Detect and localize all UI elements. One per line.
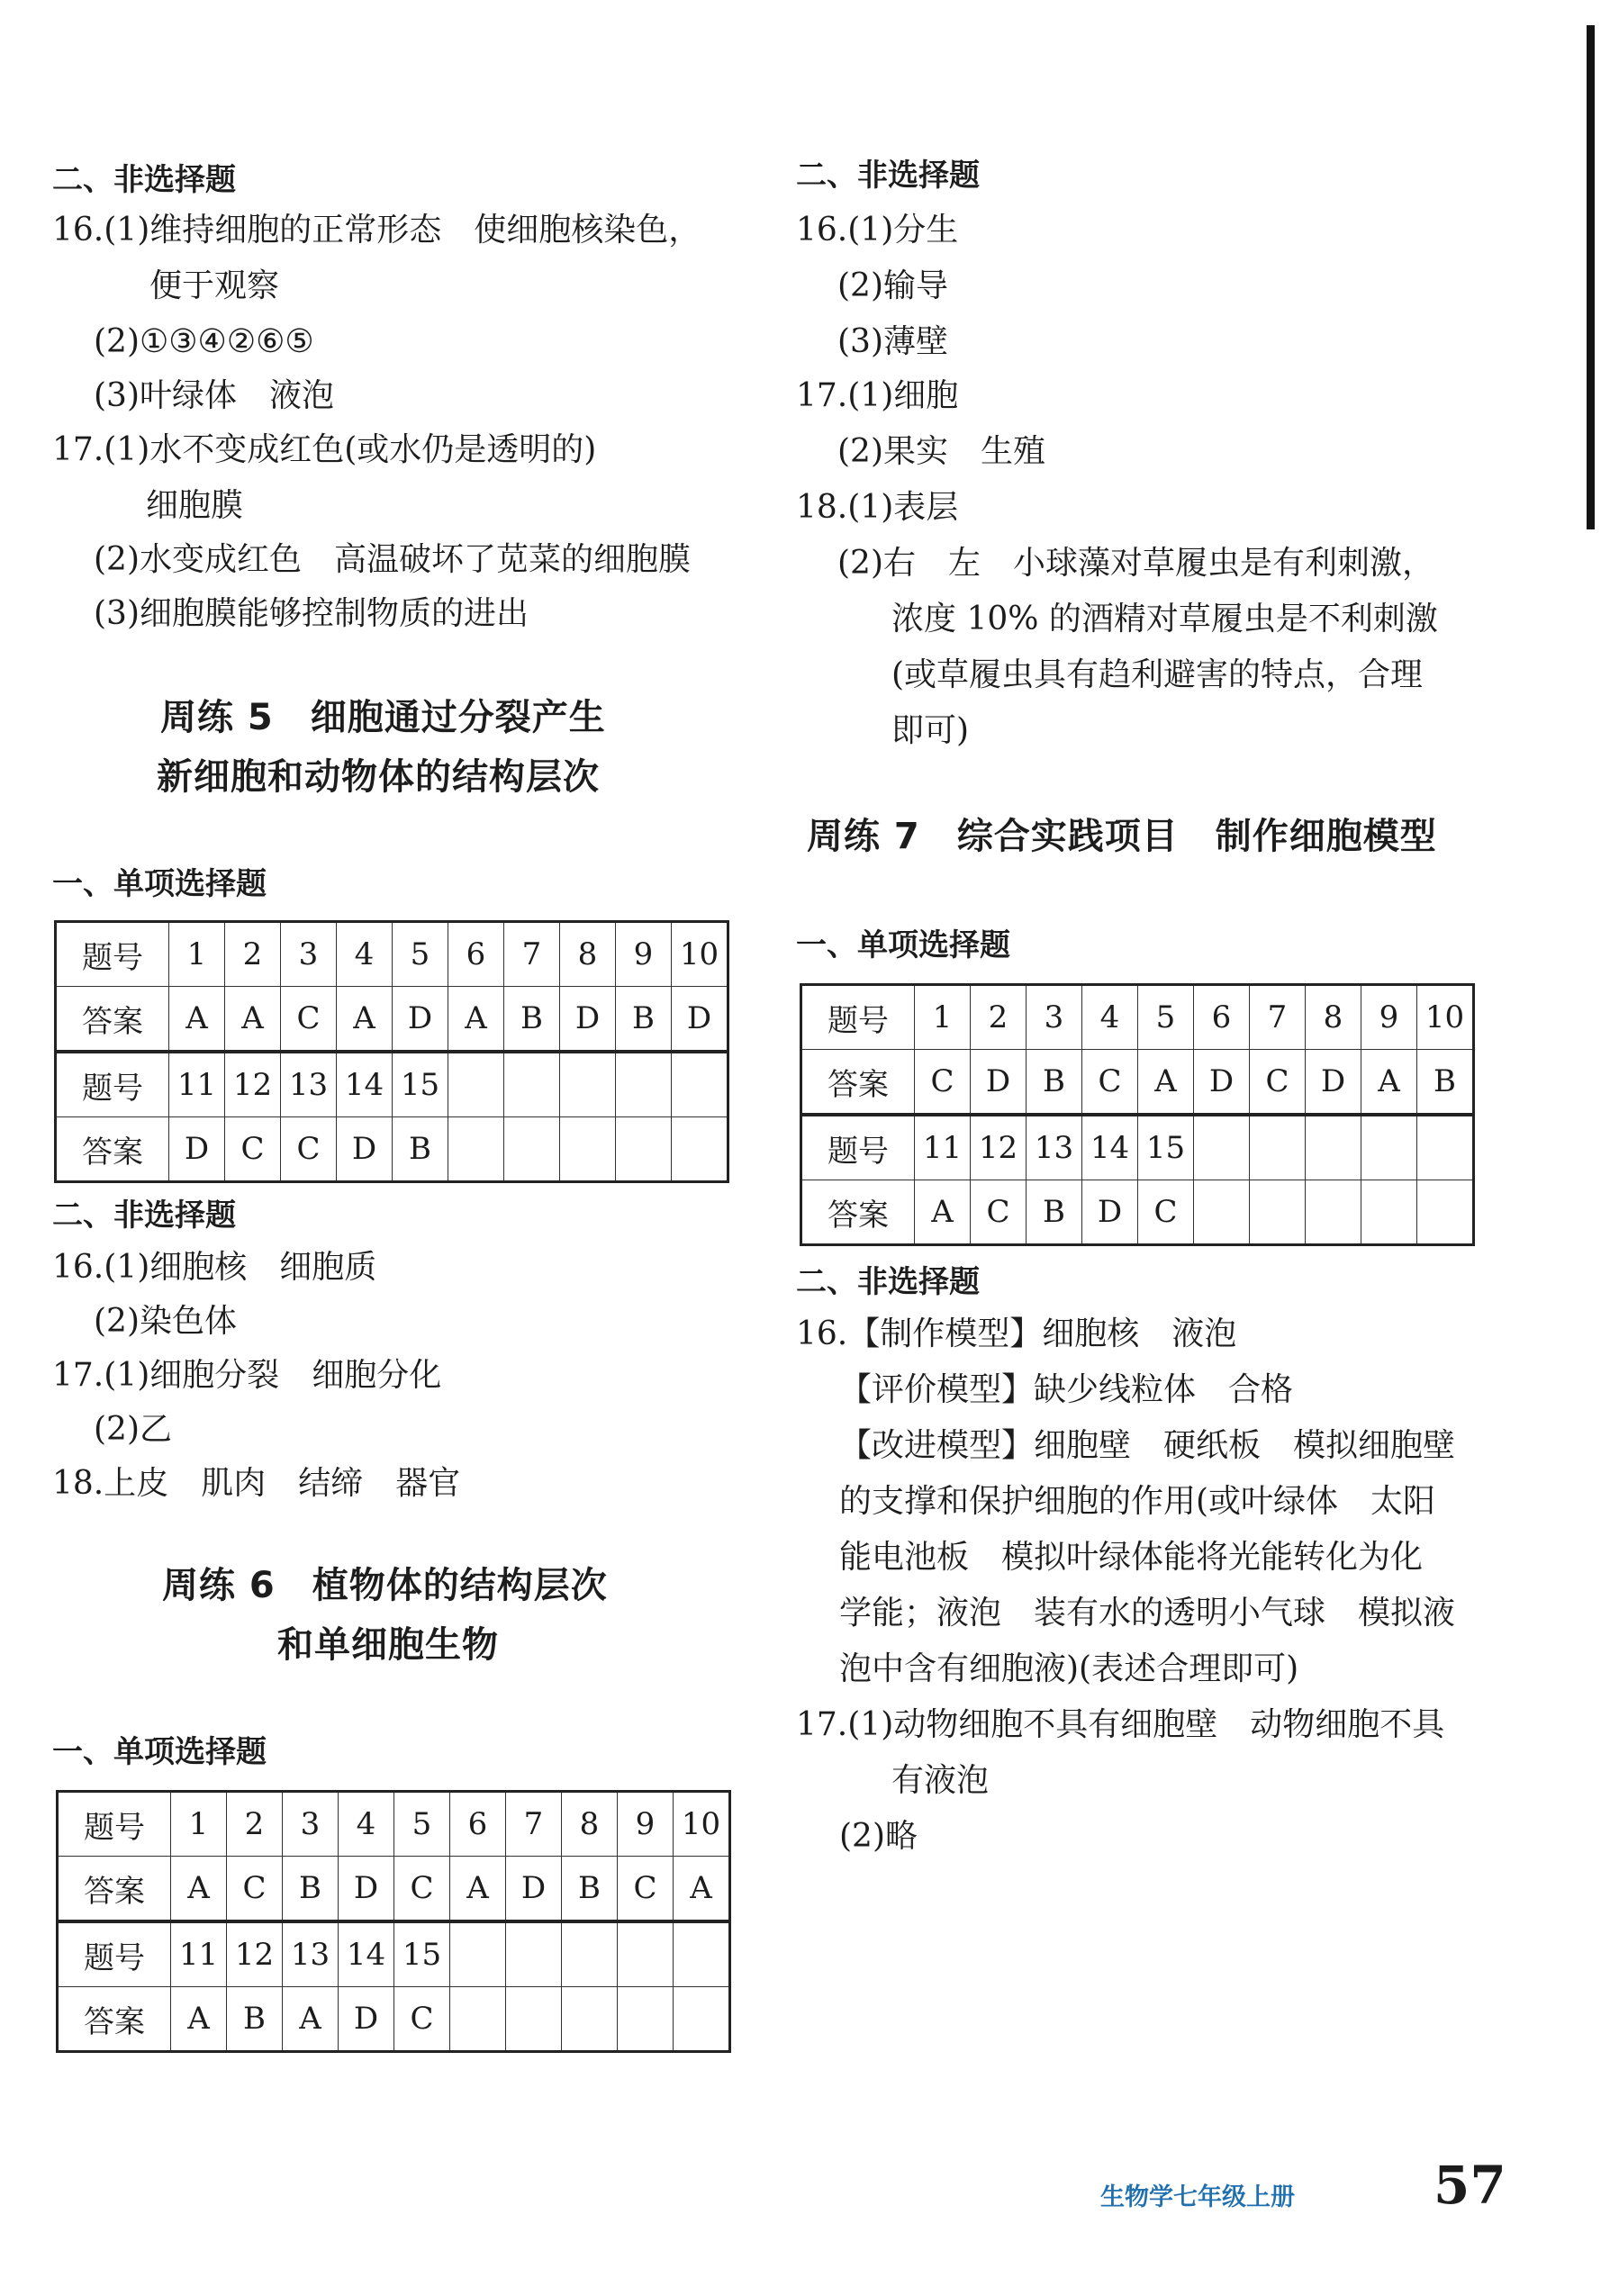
table-cell [504, 1052, 560, 1117]
table-cell [448, 1117, 504, 1182]
table-cell: 答案 [58, 1987, 171, 2052]
table-cell: 5 [394, 1792, 450, 1857]
table-cell: 6 [1194, 985, 1250, 1050]
table-cell: 题号 [58, 1921, 171, 1987]
table-cell: 10 [1417, 985, 1474, 1050]
section-heading: 二、非选择题 [52, 162, 236, 198]
table-cell: C [281, 987, 337, 1053]
table-cell: 4 [339, 1792, 394, 1857]
table-cell: 题号 [56, 922, 169, 987]
week6-title: 和单细胞生物 [277, 1624, 499, 1666]
table-cell [1361, 1115, 1417, 1180]
table-cell: 9 [618, 1792, 674, 1857]
table-cell: D [169, 1117, 225, 1182]
table-cell: B [1027, 1050, 1082, 1116]
table-cell: 3 [281, 922, 337, 987]
table-cell: D [1194, 1050, 1250, 1116]
table-cell: 15 [393, 1052, 448, 1117]
answer-line: (或草履虫具有趋利避害的特点，合理 [891, 656, 1424, 693]
table-cell: 10 [674, 1792, 730, 1857]
table-cell [562, 1987, 618, 2052]
week7-answer-table [800, 983, 1475, 1246]
table-cell: C [971, 1180, 1027, 1245]
table-cell: 3 [1027, 985, 1082, 1050]
section-heading: 二、非选择题 [52, 1198, 236, 1234]
answer-line: (3)叶绿体 液泡 [94, 377, 334, 414]
table-cell: B [504, 987, 560, 1053]
table-cell: A [448, 987, 504, 1053]
answer-line: 即可) [891, 712, 970, 749]
table-cell: 1 [169, 922, 225, 987]
table-cell [506, 1987, 562, 2052]
table-cell: 2 [225, 922, 281, 987]
table-cell: 答案 [801, 1180, 915, 1245]
table-cell [504, 1117, 560, 1182]
table-cell [562, 1921, 618, 1987]
table-cell [1417, 1115, 1474, 1180]
table-cell: A [171, 1857, 227, 1922]
table-cell: 4 [1082, 985, 1138, 1050]
table-cell: 5 [393, 922, 448, 987]
table-cell [506, 1921, 562, 1987]
table-cell: 8 [560, 922, 616, 987]
table-cell [1194, 1180, 1250, 1245]
answer-line: (2)①③④②⑥⑤ [94, 323, 314, 360]
week5-answer-table [54, 920, 729, 1183]
table-cell: 3 [283, 1792, 339, 1857]
table-cell: 8 [562, 1792, 618, 1857]
week6-title: 周练 6 植物体的结构层次 [162, 1565, 608, 1606]
answer-line: 17.(1)细胞分裂 细胞分化 [52, 1357, 442, 1394]
table-cell [616, 1052, 672, 1117]
table-cell: 8 [1306, 985, 1361, 1050]
answer-line: 【评价模型】缺少线粒体 合格 [839, 1371, 1294, 1408]
answer-line: 细胞膜 [146, 487, 244, 524]
table-cell: A [450, 1857, 506, 1922]
table-cell: 12 [227, 1921, 283, 1987]
table-cell: D [1082, 1180, 1138, 1245]
table-cell [674, 1987, 730, 2052]
answer-line: 17.(1)水不变成红色(或水仍是透明的) [52, 431, 597, 468]
table-cell [1250, 1180, 1306, 1245]
table-cell: A [225, 987, 281, 1053]
table-cell [1361, 1180, 1417, 1245]
table-cell: D [339, 1857, 394, 1922]
table-cell: 1 [171, 1792, 227, 1857]
table-cell: 15 [1138, 1115, 1194, 1180]
table-cell: 12 [971, 1115, 1027, 1180]
table-cell [448, 1052, 504, 1117]
week5-title: 新细胞和动物体的结构层次 [157, 756, 600, 798]
table-cell: A [1361, 1050, 1417, 1116]
answer-line: 17.(1)细胞 [796, 377, 959, 414]
table-cell: B [1417, 1050, 1474, 1116]
table-cell: B [1027, 1180, 1082, 1245]
table-cell: B [562, 1857, 618, 1922]
answer-line: 18.上皮 肌肉 结缔 器官 [52, 1465, 461, 1502]
table-cell: A [171, 1987, 227, 2052]
section-heading: 二、非选择题 [796, 1264, 980, 1300]
table-cell: D [1306, 1050, 1361, 1116]
answer-line: 16.(1)分生 [796, 212, 959, 249]
section-heading: 二、非选择题 [796, 158, 980, 194]
table-cell: 14 [339, 1921, 394, 1987]
table-cell [560, 1052, 616, 1117]
table-cell: 13 [281, 1052, 337, 1117]
table-cell: D [672, 987, 728, 1053]
table-cell: D [560, 987, 616, 1053]
table-cell [1194, 1115, 1250, 1180]
answer-line: 浓度 10% 的酒精对草履虫是不利刺激 [891, 601, 1438, 637]
table-cell: 答案 [58, 1857, 171, 1922]
table-cell: 4 [337, 922, 393, 987]
table-cell [450, 1921, 506, 1987]
table-cell: A [337, 987, 393, 1053]
answer-line: 便于观察 [149, 267, 280, 304]
table-cell [672, 1052, 728, 1117]
answer-line: 16.(1)细胞核 细胞质 [52, 1249, 377, 1286]
table-cell: 6 [450, 1792, 506, 1857]
table-cell: A [915, 1180, 971, 1245]
answer-line: 16.(1)维持细胞的正常形态 使细胞核染色， [52, 212, 701, 249]
table-cell [1417, 1180, 1474, 1245]
table-cell: D [393, 987, 448, 1053]
answer-line: (2)输导 [837, 267, 948, 304]
table-cell: C [394, 1987, 450, 2052]
table-cell: 题号 [801, 985, 915, 1050]
table-cell: D [971, 1050, 1027, 1116]
table-cell: 7 [504, 922, 560, 987]
table-cell: 13 [283, 1921, 339, 1987]
table-cell: 15 [394, 1921, 450, 1987]
answer-line: (2)染色体 [94, 1303, 237, 1340]
table-cell: 7 [506, 1792, 562, 1857]
table-cell: A [1138, 1050, 1194, 1116]
table-cell: B [616, 987, 672, 1053]
table-cell: D [506, 1857, 562, 1922]
table-cell: 7 [1250, 985, 1306, 1050]
table-cell: 10 [672, 922, 728, 987]
answer-line: (2)水变成红色 高温破坏了苋菜的细胞膜 [94, 541, 691, 578]
table-cell: C [227, 1857, 283, 1922]
table-cell: 5 [1138, 985, 1194, 1050]
table-cell: 11 [169, 1052, 225, 1117]
answer-line: (2)果实 生殖 [837, 433, 1045, 470]
table-cell: 6 [448, 922, 504, 987]
table-cell [1306, 1115, 1361, 1180]
table-cell: 答案 [56, 987, 169, 1053]
table-cell: A [674, 1857, 730, 1922]
table-cell: 11 [915, 1115, 971, 1180]
answer-line: (2)略 [839, 1818, 918, 1855]
table-cell: 2 [971, 985, 1027, 1050]
table-cell [616, 1117, 672, 1182]
table-cell: 答案 [56, 1117, 169, 1182]
table-cell: 2 [227, 1792, 283, 1857]
section-heading: 一、单项选择题 [52, 866, 267, 902]
week5-title: 周练 5 细胞通过分裂产生 [160, 697, 606, 738]
section-heading: 一、单项选择题 [796, 927, 1010, 963]
table-cell: 1 [915, 985, 971, 1050]
table-cell: D [339, 1987, 394, 2052]
table-cell: 答案 [801, 1050, 915, 1116]
table-cell: 题号 [56, 1052, 169, 1117]
table-cell: 11 [171, 1921, 227, 1987]
table-cell: A [169, 987, 225, 1053]
table-cell: 9 [1361, 985, 1417, 1050]
page-edge-bar [1587, 25, 1595, 529]
table-cell [618, 1987, 674, 2052]
answer-line: (2)右 左 小球藻对草履虫是有利刺激， [837, 545, 1434, 582]
page-number: 57 [1434, 2155, 1506, 2216]
answer-line: 能电池板 模拟叶绿体能将光能转化为化 [839, 1539, 1424, 1576]
answer-line: 18.(1)表层 [796, 489, 959, 526]
table-cell [618, 1921, 674, 1987]
answer-line: 学能；液泡 装有水的透明小气球 模拟液 [839, 1595, 1456, 1632]
table-cell [674, 1921, 730, 1987]
answer-line: 的支撑和保护细胞的作用(或叶绿体 太阳 [839, 1483, 1436, 1520]
table-cell: 12 [225, 1052, 281, 1117]
table-cell: C [394, 1857, 450, 1922]
table-cell: C [1250, 1050, 1306, 1116]
table-cell: 题号 [801, 1115, 915, 1180]
table-cell: D [337, 1117, 393, 1182]
footer-subject: 生物学七年级上册 [1100, 2183, 1295, 2211]
table-cell: C [225, 1117, 281, 1182]
answer-line: (3)细胞膜能够控制物质的进出 [94, 595, 529, 632]
table-cell: 13 [1027, 1115, 1082, 1180]
table-cell: B [283, 1857, 339, 1922]
table-cell: 9 [616, 922, 672, 987]
table-cell: 14 [1082, 1115, 1138, 1180]
answer-line: 16.【制作模型】细胞核 液泡 [796, 1315, 1237, 1352]
table-cell [450, 1987, 506, 2052]
table-cell [560, 1117, 616, 1182]
table-cell [672, 1117, 728, 1182]
answer-line: 【改进模型】细胞壁 硬纸板 模拟细胞壁 [839, 1427, 1456, 1464]
table-cell: B [227, 1987, 283, 2052]
table-cell: C [618, 1857, 674, 1922]
answer-line: (2)乙 [94, 1411, 172, 1448]
section-heading: 一、单项选择题 [52, 1734, 267, 1770]
table-cell [1250, 1115, 1306, 1180]
answer-line: 17.(1)动物细胞不具有细胞壁 动物细胞不具 [796, 1706, 1445, 1743]
table-cell: C [1138, 1180, 1194, 1245]
week6-answer-table [56, 1790, 731, 2053]
answer-line: 有液泡 [891, 1762, 990, 1799]
table-cell [1306, 1180, 1361, 1245]
table-cell: C [915, 1050, 971, 1116]
table-cell: 题号 [58, 1792, 171, 1857]
table-cell: C [281, 1117, 337, 1182]
table-cell: 14 [337, 1052, 393, 1117]
table-cell: A [283, 1987, 339, 2052]
answer-line: 泡中含有细胞液)(表述合理即可) [839, 1650, 1299, 1687]
answer-line: (3)薄壁 [837, 323, 948, 360]
table-cell: C [1082, 1050, 1138, 1116]
table-cell: B [393, 1117, 448, 1182]
week7-title: 周练 7 综合实践项目 制作细胞模型 [807, 816, 1437, 857]
